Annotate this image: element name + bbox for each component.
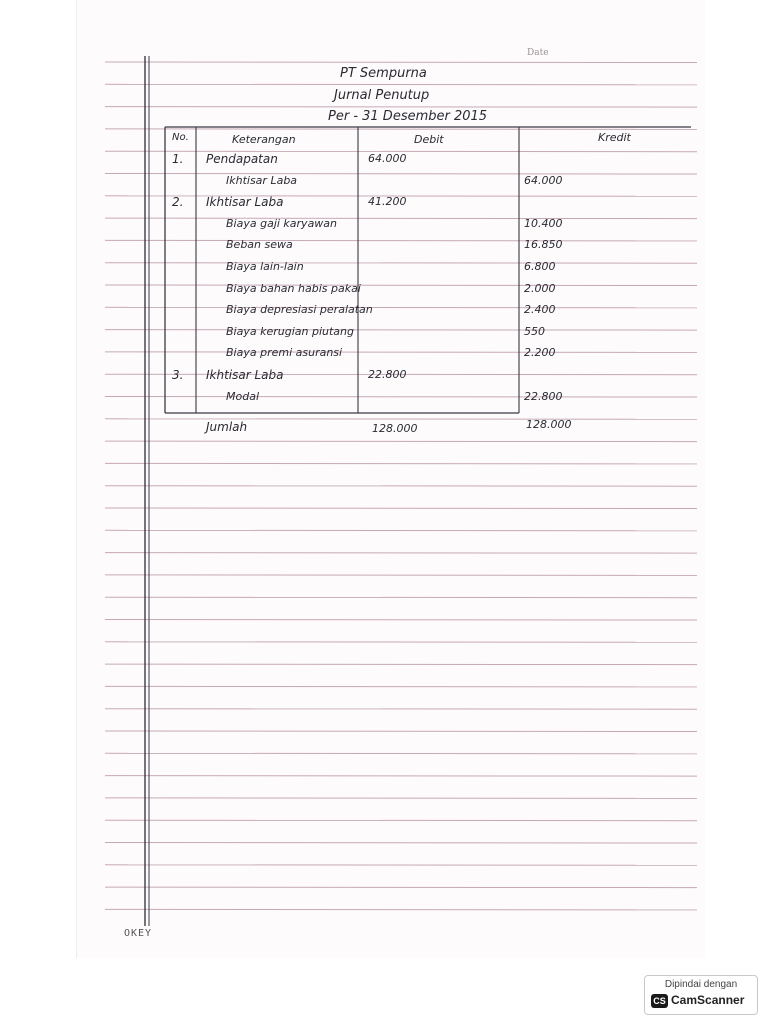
row-number: 3. (172, 368, 184, 382)
rule-line (105, 575, 697, 576)
row-debit: 41.200 (368, 195, 407, 209)
total-debit: 128.000 (372, 422, 418, 435)
row-credit: 64.000 (524, 173, 563, 187)
total-credit: 128.000 (526, 418, 572, 431)
rule-line (105, 419, 697, 420)
rule-line (105, 686, 697, 687)
rule-line (105, 530, 697, 531)
rule-line (105, 776, 697, 777)
row-description: Biaya kerugian piutang (226, 324, 354, 338)
rule-line (105, 865, 697, 866)
row-description: Ikhtisar Laba (226, 173, 298, 187)
row-credit: 2.200 (524, 346, 556, 360)
row-credit: 2.000 (524, 281, 556, 295)
rule-line (105, 62, 697, 63)
row-description: Biaya lain-lain (226, 260, 304, 273)
col-keterangan-header: Keterangan (232, 133, 296, 146)
row-description: Pendapatan (206, 152, 278, 166)
col-debit-header: Debit (414, 133, 444, 146)
row-description: Modal (226, 389, 259, 403)
row-credit: 6.800 (524, 260, 556, 273)
row-credit: 550 (524, 324, 545, 338)
rule-line (105, 798, 697, 799)
rule-line (105, 664, 697, 665)
col-no-header: No. (172, 132, 189, 143)
rule-line (105, 887, 697, 888)
row-credit: 10.400 (524, 216, 563, 230)
rule-line (105, 84, 697, 85)
row-description: Ikhtisar Laba (206, 368, 284, 382)
row-description: Biaya bahan habis pakai (226, 281, 361, 295)
row-description: Biaya depresiasi peralatan (226, 303, 373, 317)
company-name: PT Sempurna (340, 66, 427, 81)
row-number: 2. (172, 195, 184, 210)
rule-line (105, 107, 697, 108)
col-kredit-header: Kredit (598, 131, 631, 144)
rule-line (105, 553, 697, 554)
date-label: Date (527, 48, 549, 58)
rule-line (105, 508, 697, 509)
rule-line (105, 909, 697, 910)
rule-line (105, 486, 697, 487)
camscanner-logo-icon: CS (651, 994, 668, 1008)
row-credit: 22.800 (524, 389, 563, 403)
rule-line (105, 820, 697, 821)
row-credit: 16.850 (524, 238, 563, 252)
row-description: Ikhtisar Laba (206, 195, 284, 210)
camscanner-watermark (644, 975, 758, 1015)
rule-line (105, 731, 697, 732)
row-debit: 22.800 (368, 368, 407, 381)
row-description: Biaya gaji karyawan (226, 216, 338, 230)
row-number: 1. (172, 152, 184, 166)
rule-line (105, 642, 697, 643)
journal-title: Jurnal Penutup (334, 88, 430, 103)
watermark-app-name: CamScanner (671, 993, 745, 1007)
rule-line (105, 597, 697, 598)
journal-table (164, 126, 692, 414)
row-credit: 2.400 (524, 303, 556, 317)
row-description: Biaya premi asuransi (226, 346, 343, 360)
journal-period: Per - 31 Desember 2015 (328, 109, 488, 124)
rule-line (105, 843, 697, 844)
notebook-brand: OKEY (124, 928, 153, 939)
total-label: Jumlah (206, 420, 248, 434)
rule-line (105, 753, 697, 754)
watermark-caption: Dipindai dengan (664, 979, 738, 990)
rule-line (105, 620, 697, 621)
row-debit: 64.000 (368, 152, 407, 165)
rule-line (105, 441, 697, 442)
rule-line (105, 709, 697, 710)
row-description: Beban sewa (226, 238, 293, 252)
rule-line (105, 463, 697, 464)
